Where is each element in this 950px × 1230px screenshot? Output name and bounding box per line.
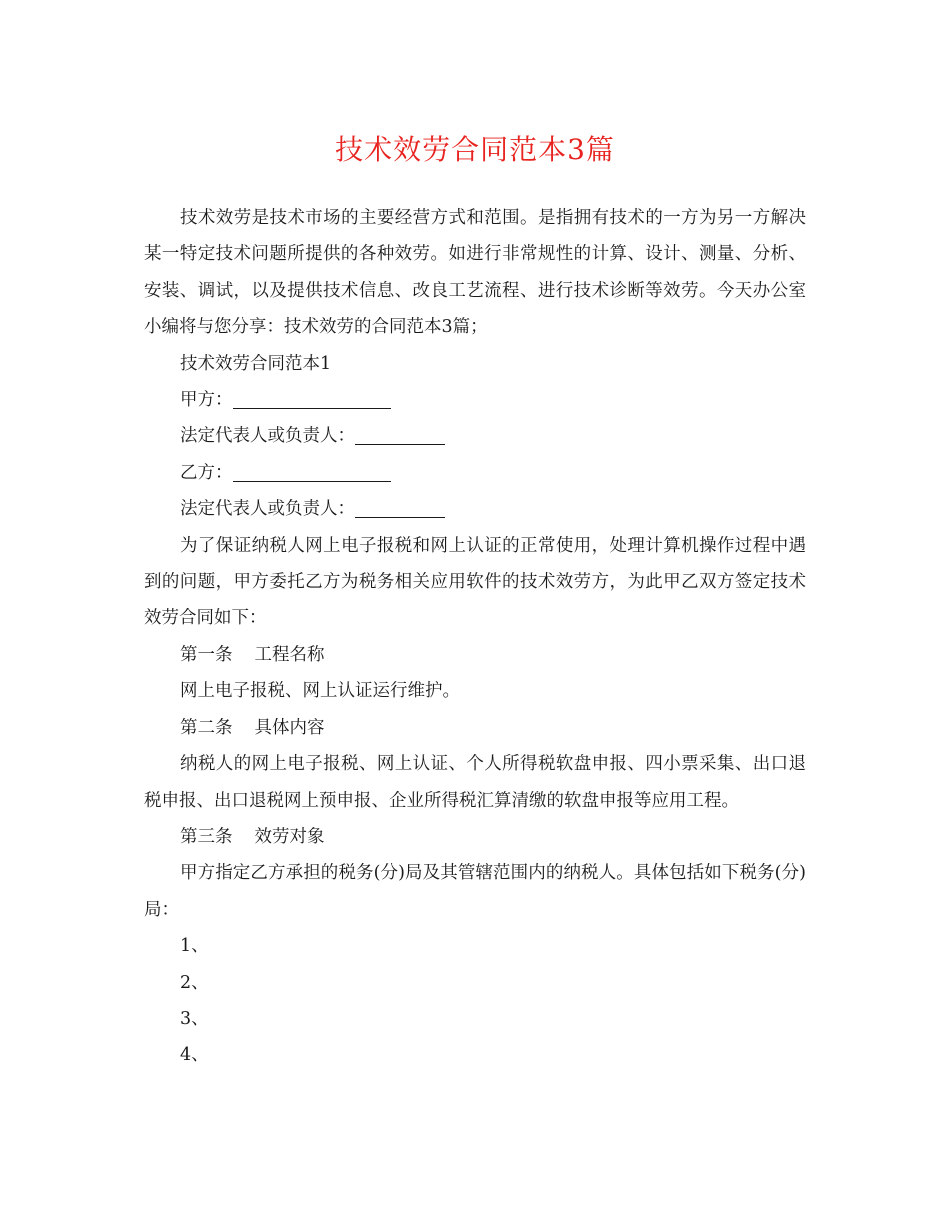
- rep-b-label: 法定代表人或负责人：: [180, 499, 355, 520]
- party-a-line: [144, 382, 806, 418]
- article-2-heading: [144, 710, 806, 746]
- section-heading: 技术效劳合同范本1: [180, 353, 332, 374]
- article-2-body: 纳税人的网上电子报税、网上认证、个人所得税软盘申报、四小票采集、出口退税申报、出口退税网上预申报、企业所得税汇算清缴的软盘申报等应用工程。: [144, 754, 806, 811]
- article-3-number: 第三条: [180, 826, 233, 847]
- rep-b-blank: [355, 497, 445, 518]
- article-1-number: 第一条: [180, 644, 233, 665]
- document-title: 技术效劳合同范本3篇: [335, 133, 615, 166]
- article-1-body: 网上电子报税、网上认证运行维护。: [180, 681, 460, 702]
- rep-b-line: [144, 491, 806, 527]
- intro-paragraph: 技术效劳是技术市场的主要经营方式和范围。是指拥有技术的一方为另一方解决某一特定技术问题所提供的各种效劳。如进行非常规性的计算、设计、测量、分析、安装、调试，以及提供技术信息、改良工艺流程、进行技术诊断等效劳。今天办公室小编将与您分享：技术效劳的合同范本3篇；: [144, 208, 806, 338]
- party-a-label: 甲方：: [180, 390, 233, 411]
- list-item: 3、: [180, 1008, 209, 1029]
- party-b-label: 乙方：: [180, 462, 233, 483]
- party-a-blank: [233, 388, 391, 409]
- party-b-blank: [233, 461, 391, 482]
- document-body: [144, 200, 806, 1074]
- article-1-heading: [144, 637, 806, 673]
- list-item: 2、: [180, 972, 209, 993]
- article-3-heading: [144, 819, 806, 855]
- rep-a-blank: [355, 424, 445, 445]
- article-3-body: 甲方指定乙方承担的税务(分)局及其管辖范围内的纳税人。具体包括如下税务(分)局：: [144, 863, 806, 920]
- party-b-line: [144, 455, 806, 491]
- purpose-paragraph: 为了保证纳税人网上电子报税和网上认证的正常使用，处理计算机操作过程中遇到的问题，甲方委托乙方为税务相关应用软件的技术效劳方，为此甲乙双方签定技术效劳合同如下：: [144, 535, 806, 629]
- article-2-title: 具体内容: [254, 717, 325, 738]
- article-2-number: 第二条: [180, 717, 233, 738]
- list-item: 4、: [180, 1045, 209, 1066]
- article-3-title: 效劳对象: [254, 826, 325, 847]
- list-item: 1、: [180, 936, 209, 957]
- rep-a-label: 法定代表人或负责人：: [180, 426, 355, 447]
- article-1-title: 工程名称: [254, 644, 325, 665]
- rep-a-line: [144, 418, 806, 454]
